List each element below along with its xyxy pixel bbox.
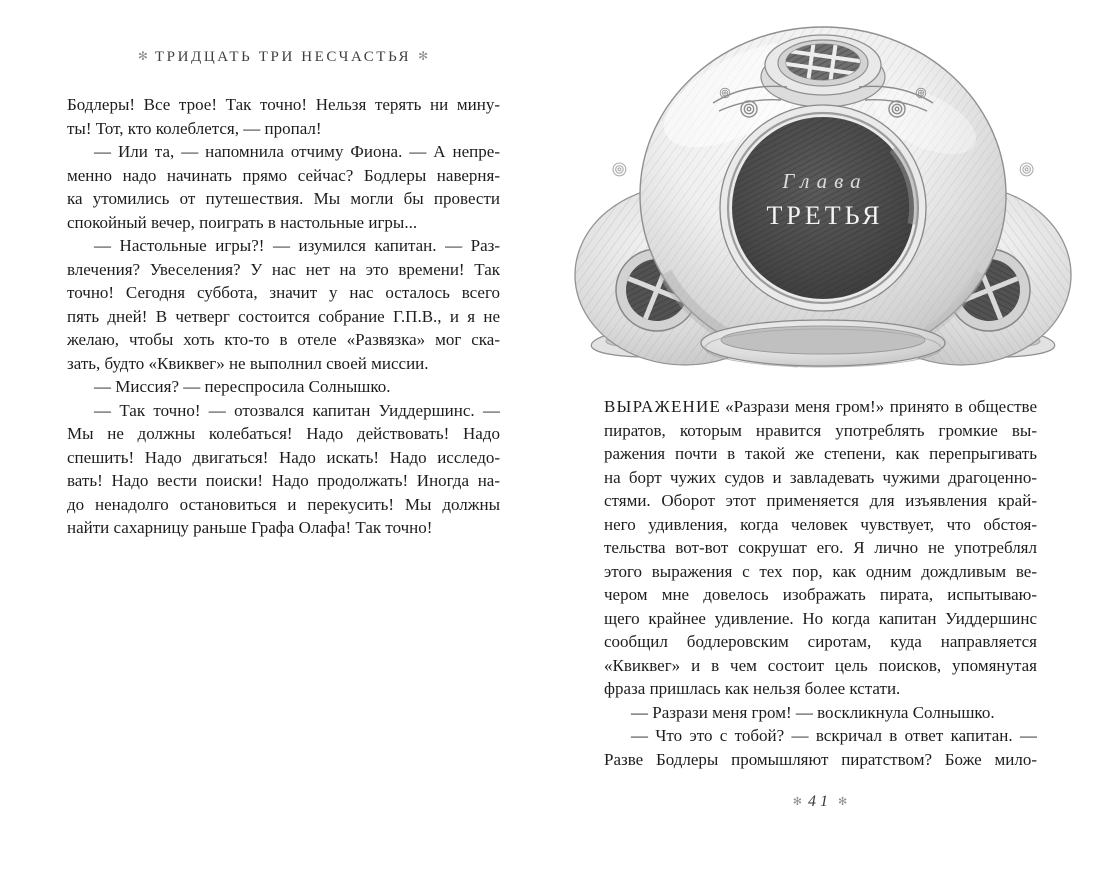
- text-line: — Так точно! — отозвался капитан Уиддершинс. —: [94, 400, 500, 420]
- text-line: этого выражения с тех пор, как одним дождливым ве-: [604, 561, 1037, 581]
- page-number-value: 41: [808, 793, 832, 810]
- text-line: ражения почти в такой же степени, как перепрыгивать: [604, 444, 1037, 463]
- running-header: [67, 49, 499, 66]
- asterisk-icon: ✻: [418, 49, 429, 63]
- running-header-title: ТРИДЦАТЬ ТРИ НЕСЧАСТЬЯ: [154, 49, 412, 65]
- text-line: него удивления, когда человек чувствует, что обстоя-: [604, 514, 1037, 534]
- text-line: до ненадолго остановиться и перекусить! Мы должны: [67, 494, 500, 514]
- text-line: сообщил бодлеровским сиротам, куда направляется: [604, 632, 1037, 651]
- page-number: [604, 793, 1036, 811]
- text-line: на борт чужих судов и завладевать чужими драгоценно-: [604, 467, 1037, 487]
- text-line: менно надо начинать прямо сейчас? Бодлеры наверня-: [67, 165, 500, 185]
- text-line: пиратов, которым нравится употреблять громкие вы-: [604, 420, 1037, 440]
- text-line: чером мне довелось изображать пирата, испытываю-: [604, 585, 1037, 604]
- text-line: ты! Тот, кто колеблется, — пропал!: [67, 118, 322, 138]
- text-line: — Разрази меня гром! — воскликнула Солнышко.: [631, 702, 995, 722]
- text-line: влечения? Увеселения? У нас нет на это времени! Так: [67, 259, 500, 279]
- text-line: — Миссия? — переспросила Солнышко.: [94, 377, 391, 396]
- asterisk-icon: ✻: [137, 49, 148, 63]
- text-line: [604, 395, 1037, 419]
- text-line: найти сахарницу раньше Графа Олафа! Так точно!: [67, 518, 433, 537]
- text-line-rest: «Разрази меня гром!» принято в обществе: [725, 397, 1037, 416]
- text-line: пять дней! В четверг состоится собрание Г.П.В., и я не: [67, 306, 500, 326]
- text-line: фраза пришлась как нельзя более кстати.: [604, 679, 901, 698]
- right-page-text-column: [604, 395, 1037, 771]
- text-line: Мы не должны колебаться! Надо действовать! Надо: [67, 424, 500, 443]
- text-line: Разве Бодлеры промышляют пиратством? Боже мило-: [604, 749, 1037, 769]
- left-page-text-column: [67, 93, 500, 540]
- text-line: вать! Надо вести поиски! Надо продолжать! Иногда на-: [67, 471, 500, 490]
- text-line: — Что это с тобой? — вскричал в ответ капитан. —: [631, 726, 1037, 745]
- text-line: тельства вот-вот сокрушат его. Я лично не употреблял: [604, 538, 1037, 557]
- chapter-label: Глава: [782, 169, 868, 193]
- text-line: спешить! Надо двигаться! Надо искать! Надо исследо-: [67, 447, 500, 467]
- diving-helmet-illustration: [573, 3, 1073, 375]
- text-line: желаю, чтобы хоть кто-то в отеле «Развязка» мог ска-: [67, 330, 500, 349]
- chapter-lead-word: ВЫРАЖЕНИЕ: [604, 397, 722, 416]
- text-line: спокойный вечер, поиграть в настольные игры...: [67, 212, 418, 232]
- text-line: точно! Сегодня суббота, значит у нас осталось всего: [67, 283, 500, 302]
- text-line: — Или та, — напомнила отчиму Фиона. — А непре-: [94, 142, 500, 161]
- text-line: стями. Оборот этот применяется для изъявления край-: [604, 491, 1037, 510]
- chapter-number: ТРЕТЬЯ: [766, 201, 884, 230]
- asterisk-icon: ✻: [792, 795, 802, 808]
- asterisk-icon: ✻: [838, 795, 848, 808]
- text-line: зать, будто «Квиквег» не выполнил своей миссии.: [67, 353, 429, 373]
- text-line: Бодлеры! Все трое! Так точно! Нельзя терять ни мину-: [67, 95, 500, 114]
- text-line: щего крайнее удивление. Но когда капитан Уиддершинс: [604, 608, 1037, 628]
- text-line: ка утомились от путешествия. Мы могли бы провести: [67, 189, 500, 208]
- text-line: «Квиквег» и в чем состоит цель поисков, упомянутая: [604, 655, 1037, 675]
- text-line: — Настольные игры?! — изумился капитан. — Раз-: [94, 236, 500, 255]
